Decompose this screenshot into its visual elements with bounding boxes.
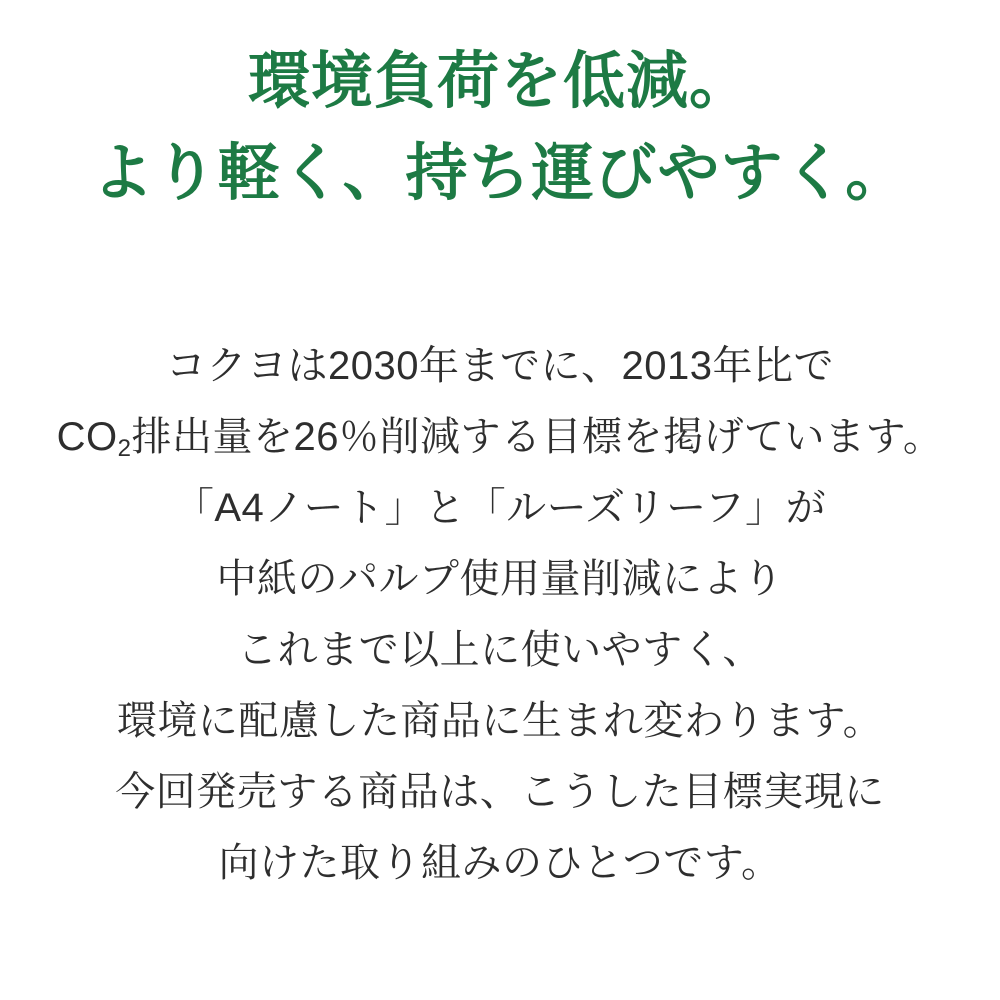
body-line-6: 環境に配慮した商品に生まれ変わります。 [116,699,884,743]
heading-line-2: より軽く、持ち運びやすく。 [91,139,909,208]
body-line-7: 今回発売する商品は、こうした目標実現に [115,770,885,814]
body-line-3: 「A4ノート」と「ルーズリーフ」が [173,486,827,530]
heading-line-1: 環境負荷を低減。 [247,47,752,116]
body-line-1: コクヨは2030年までに、2013年比で [166,344,834,388]
body-line-8: 向けた取り組みのひとつです。 [218,841,782,885]
body-line-5: これまで以上に使いやすく、 [237,628,763,672]
body-copy [0,331,1000,899]
body-line-2 [0,402,1000,473]
co2-prefix: CO [56,415,118,459]
body-line-4: 中紙のパルプ使用量削減により [216,557,784,601]
page-title [0,36,1000,220]
co2-rest: 排出量を26％削減する目標を掲げています。 [131,415,944,459]
co2-subscript: 2 [117,435,132,462]
